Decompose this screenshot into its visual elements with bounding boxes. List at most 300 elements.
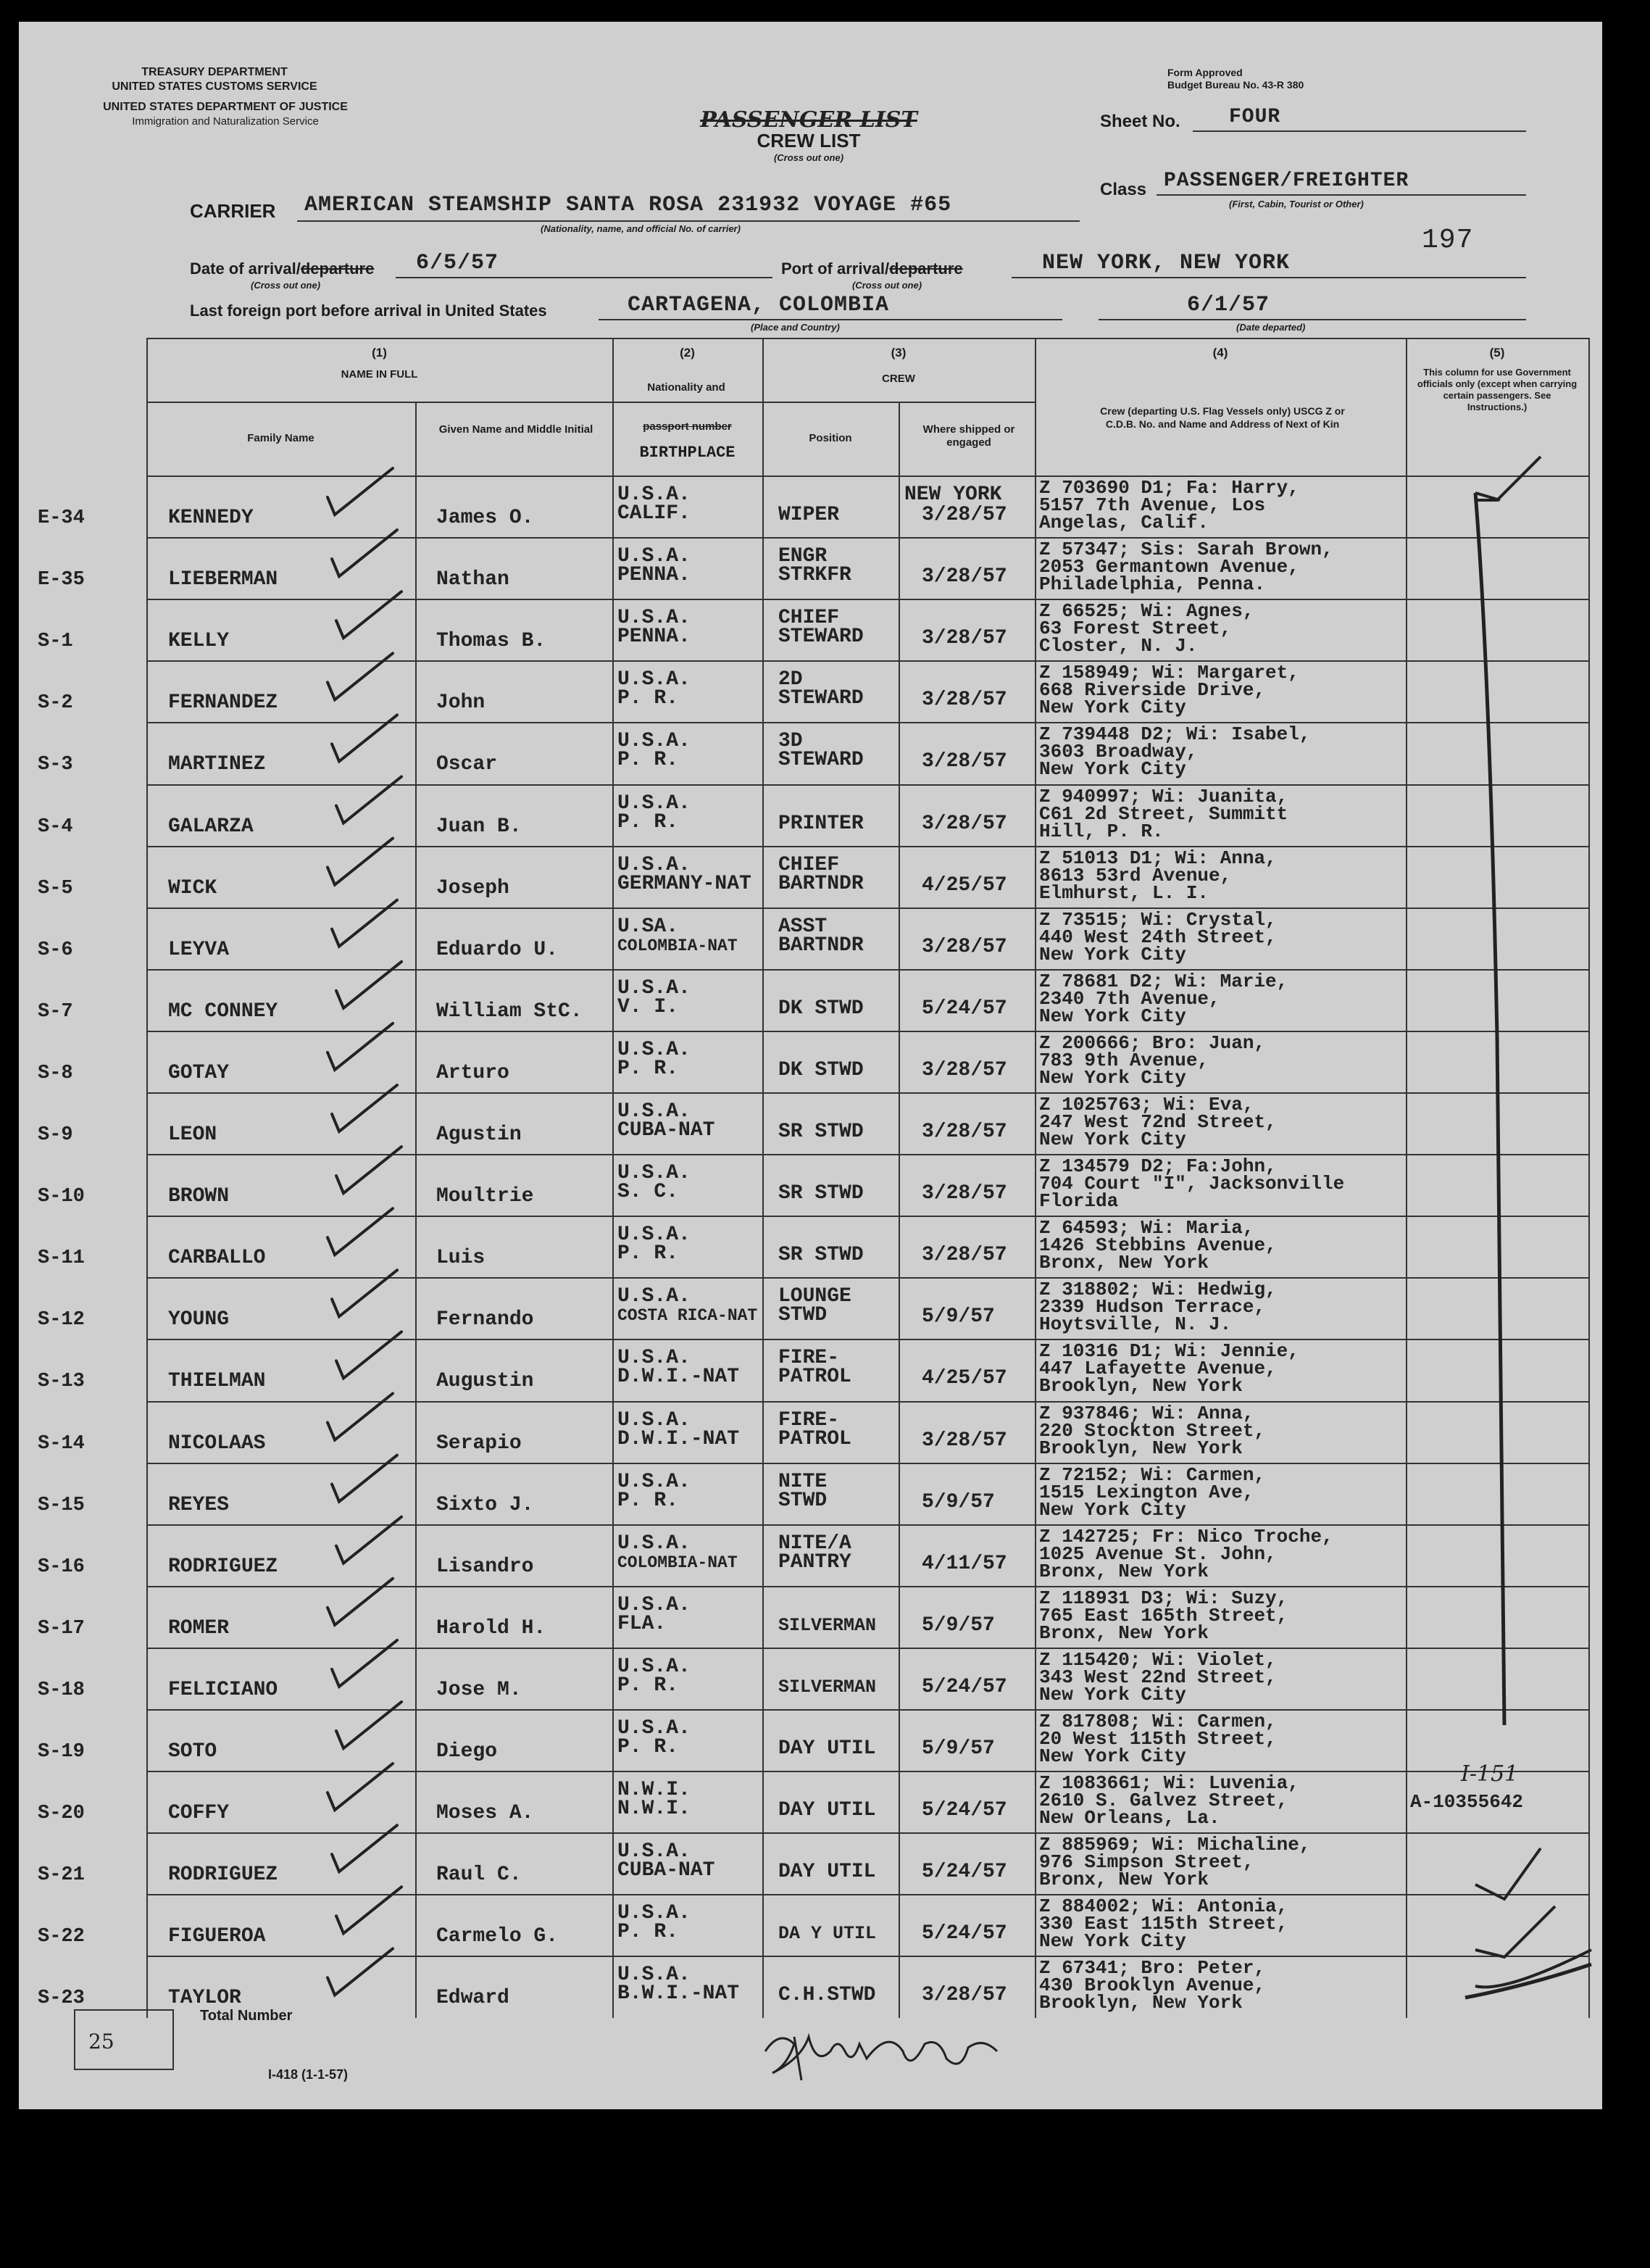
nationality: U.S.A. [617,1593,691,1616]
birthplace: V. I. [617,995,679,1018]
shipped-date: 3/28/57 [922,1121,1007,1143]
position: 3D [778,730,803,753]
nationality: U.S.A. [617,792,691,815]
total-label: Total Number [200,2008,293,2024]
given-name: James O. [436,507,534,529]
given-name: Edward [436,1987,509,2010]
position-line-2: PATROL [778,1427,851,1450]
row-number: S-8 [38,1062,73,1084]
birthplace: P. R. [617,1489,679,1512]
next-of-kin-line-3: New York City [1039,1683,1186,1706]
next-of-kin-line-1: Z 937846; Wi: Anna, [1039,1402,1254,1424]
next-of-kin-line-1: Z 1083661; Wi: Luvenia, [1039,1772,1299,1795]
position: FIRE- [778,1347,840,1370]
col1-given: Given Name and Middle Initial [438,423,593,436]
col4-title: Crew (departing U.S. Flag Vessels only) USCG Z or C.D.B. No. and Name and Address of Next of Kin [1100,405,1345,430]
family-name: GOTAY [168,1061,230,1084]
given-name: Arturo [436,1061,509,1084]
next-of-kin-line-1: Z 318802; Wi: Hedwig, [1039,1279,1277,1301]
next-of-kin-line-3: Florida [1039,1190,1119,1213]
family-name: LEON [168,1123,217,1146]
check-mark [328,468,393,515]
birthplace: GERMANY-NAT [617,872,751,895]
title-cross-out: (Cross out one) [773,152,844,163]
given-name: Thomas B. [436,630,546,653]
stamp-number: 197 [1422,225,1474,256]
row-number: S-4 [38,815,73,838]
col1-family: Family Name [247,432,314,444]
birthplace: P. R. [617,1921,679,1944]
row-number: S-17 [38,1617,85,1640]
row-number: S-14 [38,1432,85,1455]
given-name: Fernando [436,1308,534,1332]
given-name: Jose M. [436,1678,522,1701]
title: CREW LIST [757,130,861,151]
last-port-note: (Place and Country) [751,322,840,333]
family-name: ROMER [168,1616,230,1640]
position-line-2: PANTRY [778,1550,851,1574]
position: SR STWD [778,1182,864,1205]
check-mark [332,1270,397,1316]
position-line-2: BARTNDR [778,872,864,895]
port-cross-out: (Cross out one) [852,280,922,291]
family-name: NICOLAAS [168,1432,266,1455]
nationality: U.S.A. [617,668,691,691]
birthplace: P. R. [617,1242,679,1266]
row-number: S-21 [38,1864,85,1887]
check-mark [336,777,401,823]
col5-title: This column for use Government officials only (except when carrying certain passengers. See Instructions.) [1417,367,1578,412]
next-of-kin-line-1: Z 115420; Wi: Violet, [1039,1648,1277,1671]
birthplace: PENNA. [617,564,691,587]
next-of-kin-line-1: Z 200666; Bro: Juan, [1039,1031,1266,1054]
row-number: S-1 [38,631,73,653]
next-of-kin-line-3: Hill, P. R. [1039,820,1164,842]
next-of-kin-line-1: Z 940997; Wi: Juanita, [1039,785,1288,807]
row-number: E-35 [38,569,85,591]
next-of-kin-line-2: 1426 Stebbins Avenue, [1039,1234,1277,1257]
shipped-date: 3/28/57 [922,627,1007,650]
nationality: U.S.A. [617,976,691,1000]
birthplace: P. R. [617,687,679,710]
col4-num: (4) [1212,346,1228,360]
next-of-kin-line-3: New York City [1039,1745,1186,1767]
next-of-kin-line-2: 343 West 22nd Street, [1039,1666,1277,1688]
form-approved-line-2: Budget Bureau No. 43-R 380 [1167,79,1304,91]
col3-title: CREW [882,373,915,385]
position: 2D [778,668,803,691]
check-mark [336,1147,401,1193]
agency-line-2: UNITED STATES CUSTOMS SERVICE [112,80,317,93]
next-of-kin-line-1: Z 118931 D3; Wi: Suzy, [1039,1587,1288,1609]
port-label-text: Port of arrival/ [781,259,890,278]
next-of-kin-line-2: 430 Brooklyn Avenue, [1039,1974,1266,1997]
birthplace: P. R. [617,1674,679,1697]
position-line-2: STEWARD [778,749,864,772]
next-of-kin-line-3: Bronx, New York [1039,1560,1209,1582]
given-name: Eduardo U. [436,938,559,961]
next-of-kin-line-1: Z 66525; Wi: Agnes, [1039,600,1254,623]
nationality: U.S.A. [617,1100,691,1123]
check-mark [336,591,401,638]
where-shipped: NEW YORK [904,483,1002,506]
col1-num: (1) [372,346,387,360]
row-number: E-34 [38,507,85,529]
next-of-kin-line-2: 2339 Hudson Terrace, [1039,1296,1266,1318]
row-number: S-18 [38,1679,85,1701]
shipped-date: 5/24/57 [922,1799,1007,1822]
next-of-kin-line-3: Bronx, New York [1039,1869,1209,1891]
next-of-kin-line-1: Z 739448 D2; Wi: Isabel, [1039,723,1311,746]
next-of-kin-line-2: 440 West 24th Street, [1039,926,1277,948]
next-of-kin-line-3: Brooklyn, New York [1039,1437,1243,1459]
birthplace: COLOMBIA-NAT [617,1553,738,1572]
col2-title: Nationality and [647,381,725,394]
position: DK STWD [778,997,864,1020]
position: CHIEF [778,853,840,876]
signature [751,2008,1026,2095]
next-of-kin-line-3: New York City [1039,697,1186,719]
next-of-kin-line-1: Z 817808; Wi: Carmen, [1039,1711,1277,1732]
given-name: Augustin [436,1370,534,1393]
family-name: LIEBERMAN [168,568,278,591]
shipped-date: 5/9/57 [922,1490,995,1513]
nationality: U.S.A. [617,483,691,506]
position: DK STWD [778,1058,864,1081]
row-number: S-3 [38,754,73,776]
birthplace: D.W.I.-NAT [617,1366,740,1389]
shipped-date: 5/24/57 [922,1922,1007,1945]
nationality: U.S.A. [617,1347,691,1370]
shipped-date: 5/9/57 [922,1305,995,1329]
shipped-date: 3/28/57 [922,935,1007,958]
next-of-kin-line-1: Z 57347; Sis: Sarah Brown, [1039,539,1333,561]
row-number: S-6 [38,939,73,961]
check-mark [328,839,393,885]
next-of-kin-line-3: Hoytsville, N. J. [1039,1313,1232,1336]
next-of-kin-line-1: Z 158949; Wi: Margaret, [1039,662,1299,684]
family-name: FELICIANO [168,1678,278,1701]
birthplace: P. R. [617,1736,679,1758]
position: NITE/A [778,1532,851,1555]
col2-num: (2) [680,346,695,360]
nationality: U.S.A. [617,730,691,753]
row-number: S-10 [38,1186,85,1208]
nationality: N.W.I. [617,1779,691,1802]
annotation-s20-i151: I-151 [1461,1761,1519,1787]
nationality: U.S.A. [617,1902,691,1925]
family-name: COFFY [168,1802,230,1825]
row-number: S-7 [38,1000,73,1023]
shipped-date: 5/24/57 [922,1861,1007,1884]
nationality: U.S.A. [617,1162,691,1185]
nationality: U.S.A. [617,1532,691,1555]
family-name: FERNANDEZ [168,691,278,715]
position-line-2: STWD [778,1489,828,1512]
row-number: S-5 [38,877,73,900]
check-mark [328,1764,393,1810]
position: SR STWD [778,1244,864,1267]
position: NITE [778,1470,828,1493]
birthplace: B.W.I.-NAT [617,1982,740,2006]
position: DAY UTIL [778,1861,876,1884]
next-of-kin-line-3: New York City [1039,1066,1186,1089]
next-of-kin-line-3: New York City [1039,1930,1186,1953]
check-mark [332,715,397,761]
next-of-kin-line-3: New York City [1039,758,1186,781]
sheet-label: Sheet No. [1100,112,1180,131]
col3-position: Position [809,432,852,444]
check-mark [332,530,397,576]
col2-birthplace: BIRTHPLACE [639,444,736,462]
birthplace: CALIF. [617,502,691,525]
next-of-kin-line-1: Z 78681 D2; Wi: Marie, [1039,970,1288,992]
row-number: S-22 [38,1926,85,1948]
next-of-kin-line-2: 2053 Germantown Avenue, [1039,556,1299,578]
shipped-date: 3/28/57 [922,1058,1007,1081]
next-of-kin-line-2: C61 2d Street, Summitt [1039,802,1288,825]
nationality: U.S.A. [617,853,691,876]
total-value: 25 [88,2030,114,2053]
date-departed-value: 6/1/57 [1187,293,1270,317]
family-name: MARTINEZ [168,753,266,776]
next-of-kin-line-2: 20 West 115th Street, [1039,1728,1277,1750]
position-line-2: STWD [778,1304,828,1327]
nationality: U.S.A. [617,1285,691,1308]
shipped-date: 3/28/57 [922,1984,1007,2007]
next-of-kin-line-3: New York City [1039,1005,1186,1027]
next-of-kin-line-2: 220 Stockton Street, [1039,1419,1266,1442]
family-name: THIELMAN [168,1370,266,1393]
date-value: 6/5/57 [416,251,499,275]
next-of-kin-line-3: Elmhurst, L. I. [1039,881,1209,904]
given-name: Raul C. [436,1864,522,1887]
family-name: TAYLOR [168,1987,241,2010]
date-cross-out: (Cross out one) [251,280,321,291]
family-name: YOUNG [168,1308,230,1332]
date-label-struck: departure [300,259,375,278]
position: WIPER [778,504,840,526]
sheet-value: FOUR [1229,106,1281,128]
col5-num: (5) [1489,346,1505,360]
next-of-kin-line-1: Z 51013 D1; Wi: Anna, [1039,847,1277,869]
next-of-kin-line-1: Z 703690 D1; Fa: Harry, [1039,477,1299,499]
check-mark [328,1023,393,1070]
row-number: S-20 [38,1803,85,1825]
nationality: U.S.A. [617,1655,691,1678]
shipped-date: 3/28/57 [922,750,1007,773]
family-name: LEYVA [168,938,230,961]
row-number: S-12 [38,1309,85,1332]
birthplace: P. R. [617,810,679,834]
nationality: U.S.A. [617,1840,691,1864]
position: SILVERMAN [778,1614,877,1636]
family-name: FIGUEROA [168,1925,266,1948]
next-of-kin-line-3: Closter, N. J. [1039,635,1198,657]
shipped-date: 5/9/57 [922,1737,995,1760]
given-name: Luis [436,1247,486,1270]
given-name: William StC. [436,1000,583,1023]
birthplace: COLOMBIA-NAT [617,936,738,955]
position-line-2: STRKFR [778,564,851,587]
check-mark [332,1455,397,1502]
birthplace: P. R. [617,1057,679,1080]
next-of-kin-line-1: Z 73515; Wi: Crystal, [1039,908,1277,931]
agency-line-1: TREASURY DEPARTMENT [141,66,288,78]
next-of-kin-line-3: Brooklyn, New York [1039,1992,1243,2014]
check-mark [328,653,393,699]
position: DAY UTIL [778,1737,876,1760]
nationality: U.S.A. [617,1964,691,1987]
birthplace: COSTA RICA-NAT [617,1306,758,1326]
last-port-label: Last foreign port before arrival in United States [190,302,547,320]
birthplace: PENNA. [617,626,691,649]
next-of-kin-line-2: 2610 S. Galvez Street, [1039,1790,1288,1812]
total-box [74,2009,174,2070]
row-number: S-11 [38,1247,85,1270]
next-of-kin-line-3: Bronx, New York [1039,1252,1209,1274]
next-of-kin-line-2: 447 Lafayette Avenue, [1039,1358,1277,1380]
given-name: Diego [436,1740,498,1763]
given-name: Oscar [436,753,498,776]
check-mark [336,1332,401,1378]
position: ENGR [778,545,828,568]
nationality: U.S.A. [617,1408,691,1432]
family-name: KENNEDY [168,507,254,529]
family-name: BROWN [168,1185,230,1208]
col2-struck: passport number [643,420,732,433]
shipped-date: 3/28/57 [922,1429,1007,1452]
form-number: I-418 (1-1-57) [268,2067,349,2082]
port-label-struck: departure [889,259,963,278]
row-number: S-2 [38,692,73,715]
next-of-kin-line-1: Z 67341; Bro: Peter, [1039,1957,1266,1980]
next-of-kin-line-2: 783 9th Avenue, [1039,1049,1209,1071]
row-number: S-9 [38,1124,73,1146]
given-name: Agustin [436,1123,522,1146]
next-of-kin-line-2: 765 East 165th Street, [1039,1604,1288,1627]
position: SILVERMAN [778,1676,877,1698]
position-line-2: STEWARD [778,626,864,649]
row-number: S-13 [38,1371,85,1393]
given-name: Lisandro [436,1555,534,1578]
class-label: Class [1100,180,1147,199]
shipped-date: 3/28/57 [922,504,1007,526]
nationality: U.S.A. [617,607,691,630]
birthplace: CUBA-NAT [617,1859,715,1882]
next-of-kin-line-2: 5157 7th Avenue, Los [1039,494,1266,516]
date-label-text: Date of arrival/ [190,259,301,278]
next-of-kin-line-2: 63 Forest Street, [1039,618,1232,640]
check-mark [328,1394,393,1440]
next-of-kin-line-3: Philadelphia, Penna. [1039,573,1266,596]
position: ASST [778,915,828,938]
next-of-kin-line-2: 2340 7th Avenue, [1039,987,1220,1010]
birthplace: P. R. [617,749,679,772]
row-number: S-15 [38,1494,85,1516]
carrier-label: CARRIER [190,200,276,222]
shipped-date: 4/25/57 [922,873,1007,897]
birthplace: D.W.I.-NAT [617,1427,740,1450]
given-name: Joseph [436,876,509,900]
position-line-2: PATROL [778,1366,851,1389]
birthplace: S. C. [617,1181,679,1204]
next-of-kin-line-3: Brooklyn, New York [1039,1375,1243,1397]
family-name: SOTO [168,1740,217,1763]
given-name: Nathan [436,568,509,591]
next-of-kin-line-1: Z 885969; Wi: Michaline, [1039,1834,1311,1856]
row-number: S-23 [38,1987,85,2010]
col1-title: NAME IN FULL [341,368,418,381]
next-of-kin-line-2: 247 West 72nd Street, [1039,1111,1277,1133]
position: LOUNGE [778,1285,851,1308]
next-of-kin-line-2: 330 East 115th Street, [1039,1913,1288,1935]
class-note: (First, Cabin, Tourist or Other) [1229,199,1364,209]
next-of-kin-line-1: Z 884002; Wi: Antonia, [1039,1895,1288,1918]
given-name: Carmelo G. [436,1925,559,1948]
check-mark [332,1640,397,1687]
given-name: Moultrie [436,1185,534,1208]
col3-num: (3) [891,346,907,360]
birthplace: FLA. [617,1612,667,1635]
shipped-date: 3/28/57 [922,812,1007,835]
check-mark [332,1085,397,1131]
agency-line-3: UNITED STATES DEPARTMENT OF JUSTICE [103,101,348,113]
position: DA Y UTIL [778,1923,877,1945]
next-of-kin-line-1: Z 134579 D2; Fa:John, [1039,1155,1277,1178]
position: PRINTER [778,812,864,835]
nationality: U.S.A. [617,1038,691,1061]
family-name: REYES [168,1493,230,1516]
family-name: CARBALLO [168,1247,266,1270]
date-departed-note: (Date departed) [1236,322,1306,333]
check-mark [336,962,401,1008]
next-of-kin-line-2: 1515 Lexington Ave, [1039,1481,1254,1503]
class-value: PASSENGER/FREIGHTER [1164,170,1409,192]
agency-line-4: Immigration and Naturalization Service [132,115,319,128]
next-of-kin-line-1: Z 10316 D1; Wi: Jennie, [1039,1340,1299,1363]
shipped-date: 3/28/57 [922,565,1007,589]
next-of-kin-line-1: Z 1025763; Wi: Eva, [1039,1094,1254,1116]
check-mark [328,1948,393,1995]
next-of-kin-line-3: New York City [1039,1498,1186,1521]
birthplace: CUBA-NAT [617,1119,715,1142]
next-of-kin-line-1: Z 142725; Fr: Nico Troche, [1039,1525,1333,1548]
handwritten-marks [19,22,1602,2109]
nationality: U.S.A. [617,1717,691,1740]
check-mark [336,1702,401,1748]
col3-where: Where shipped or engaged [922,423,1015,449]
family-name: KELLY [168,630,230,653]
title-struck: PASSENGER LIST [700,107,917,133]
position: CHIEF [778,607,840,630]
crew-list-document [19,22,1602,2109]
nationality: U.SA. [617,915,679,938]
family-name: RODRIGUEZ [168,1555,278,1578]
last-port-value: CARTAGENA, COLOMBIA [628,293,890,317]
position: DAY UTIL [778,1799,876,1822]
nationality: U.S.A. [617,545,691,568]
official-use: A-10355642 [1410,1791,1524,1814]
nationality: U.S.A. [617,1224,691,1247]
shipped-date: 5/9/57 [922,1613,995,1637]
shipped-date: 5/24/57 [922,1675,1007,1698]
given-name: Serapio [436,1432,522,1455]
family-name: WICK [168,876,217,900]
shipped-date: 4/25/57 [922,1367,1007,1390]
check-mark [328,1579,393,1625]
family-name: GALARZA [168,815,254,838]
